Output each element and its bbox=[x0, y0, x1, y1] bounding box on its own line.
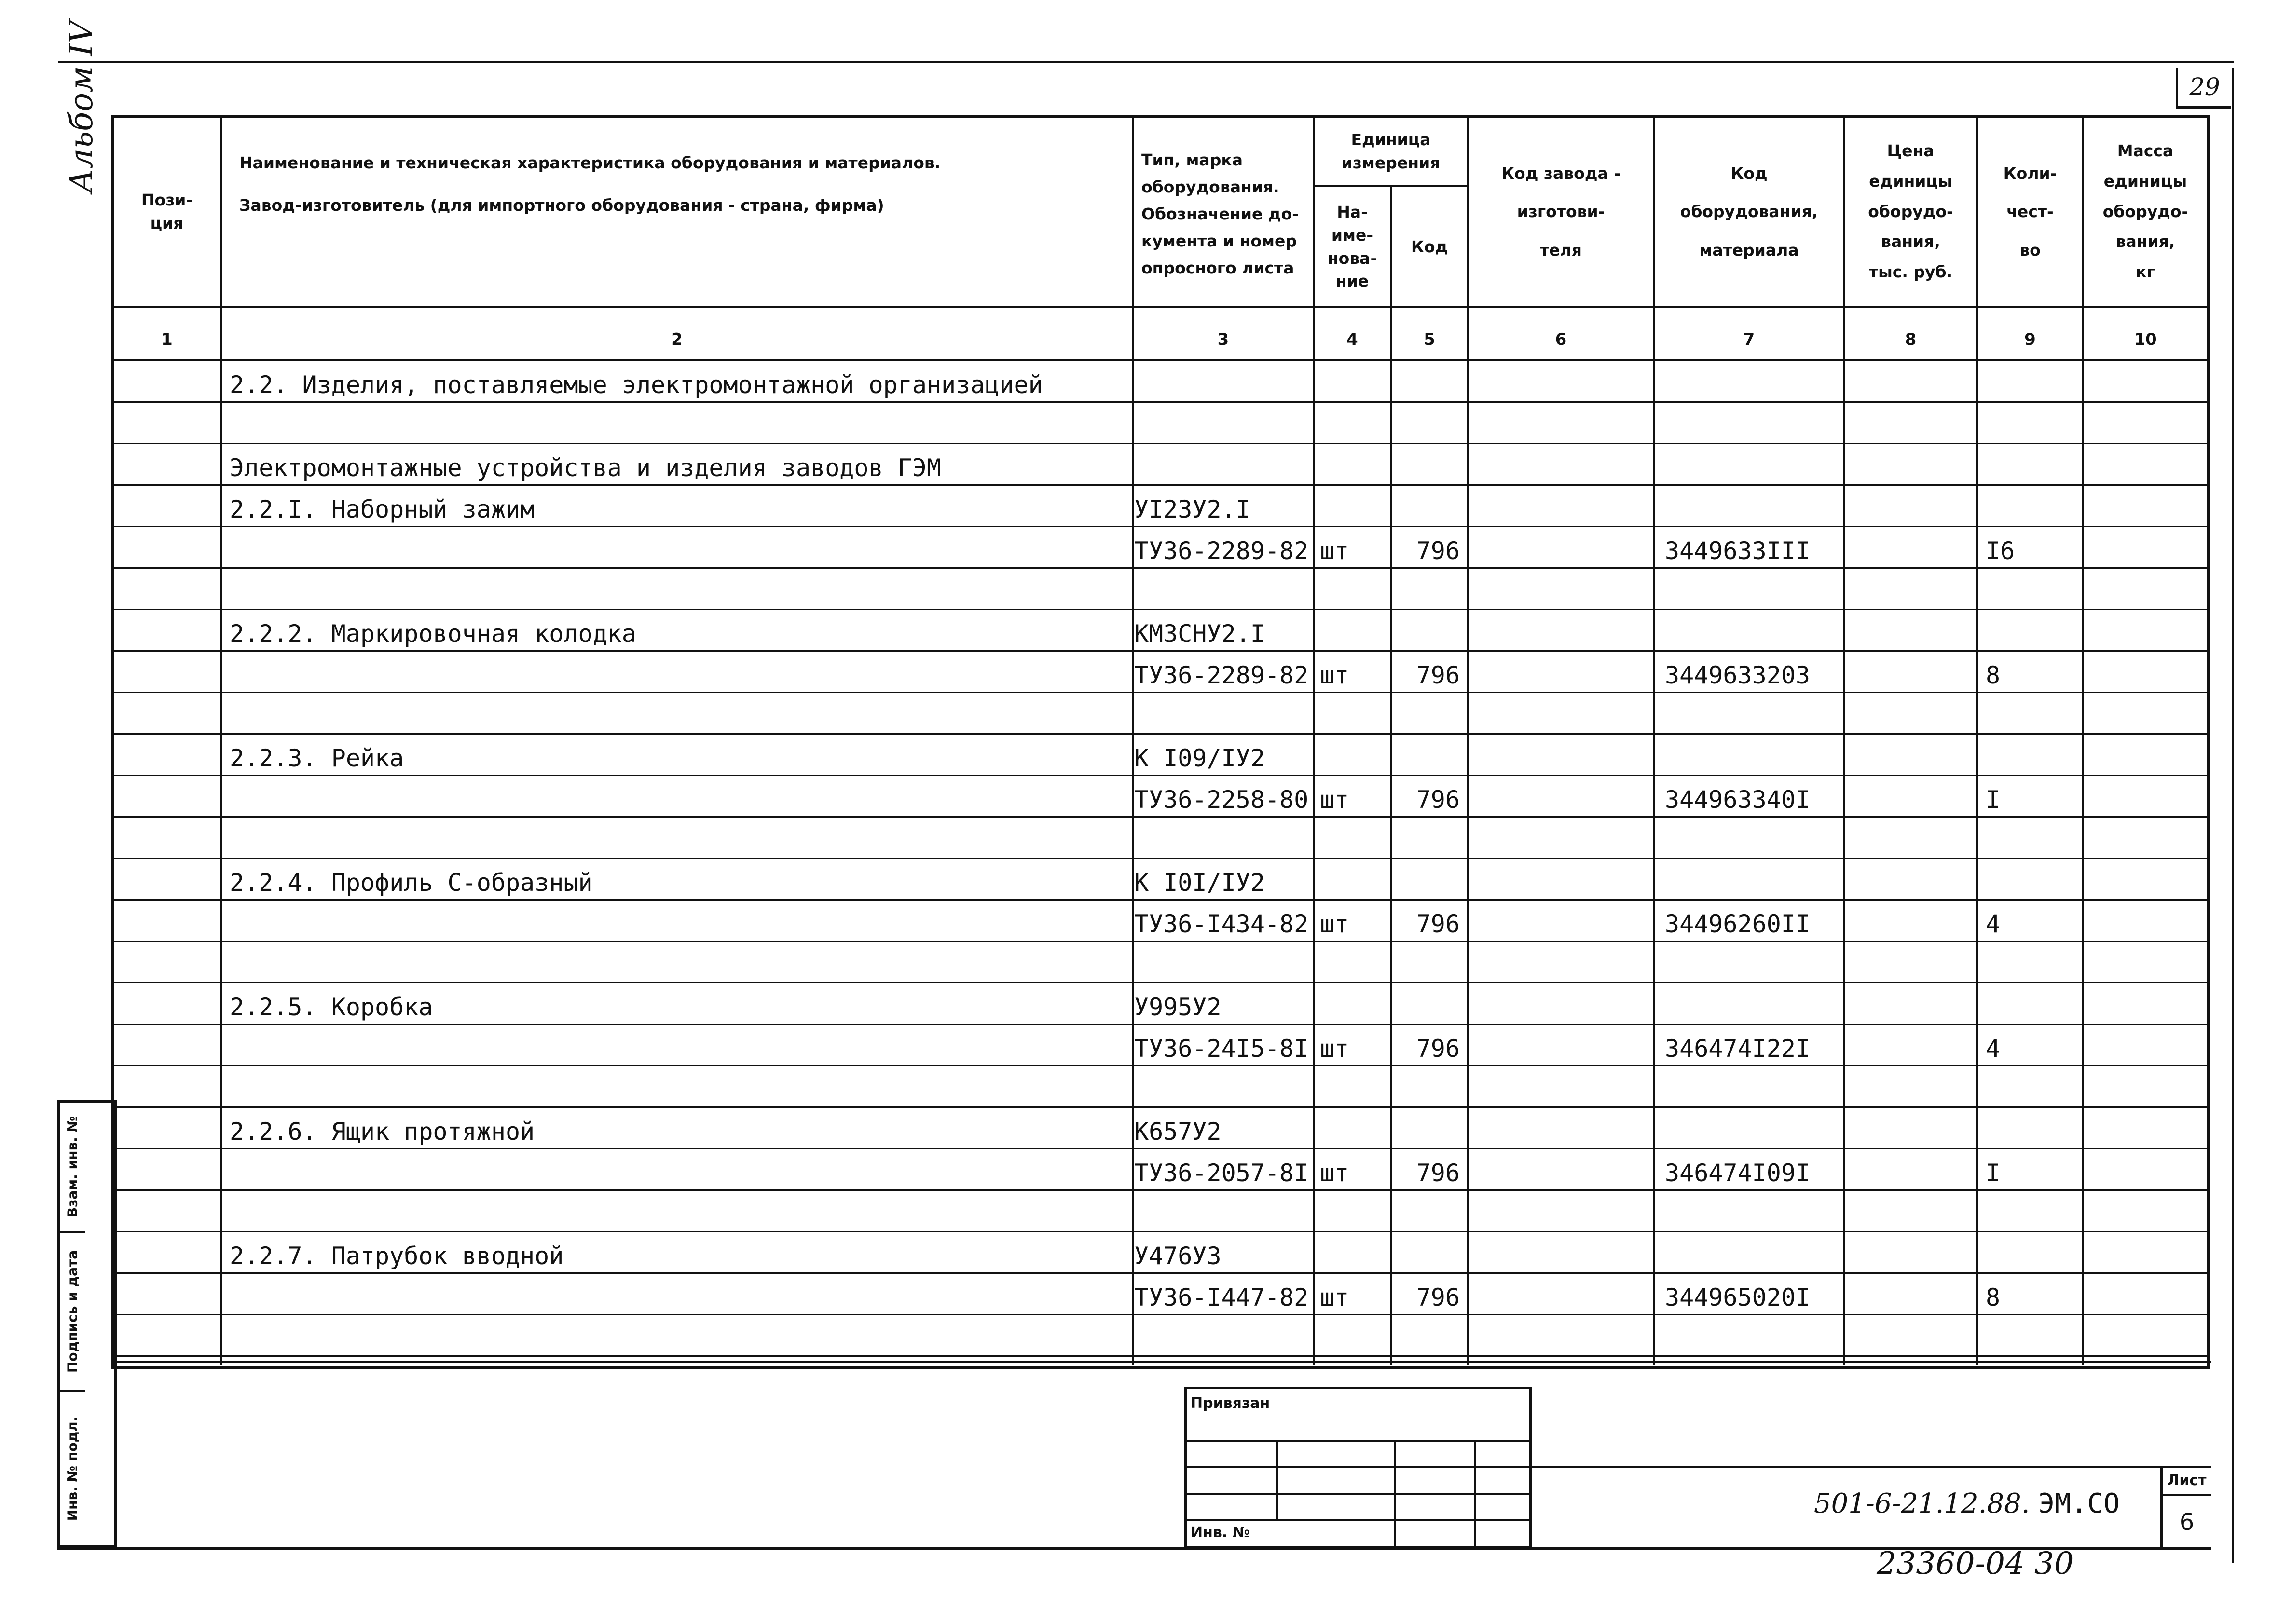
cell-equip-code: 344963340I bbox=[1665, 786, 1811, 814]
document-code bbox=[1814, 1488, 2120, 1519]
cell-type bbox=[1134, 942, 1313, 984]
cell-equip-code bbox=[1665, 859, 1843, 901]
col-number: 1 bbox=[161, 330, 173, 349]
table-row bbox=[114, 1066, 2207, 1109]
cell-equip-code: 34496260II bbox=[1665, 910, 1811, 938]
cell-name bbox=[230, 569, 1127, 611]
cell-equip-code bbox=[1665, 942, 1843, 984]
cell-name bbox=[230, 1315, 1127, 1358]
cell-name: 2.2.3. Рейка bbox=[230, 744, 404, 772]
header-position: Пози- ция bbox=[141, 191, 193, 232]
table-row bbox=[114, 1025, 2207, 1067]
cell-type bbox=[1134, 1191, 1313, 1233]
table-row bbox=[114, 1232, 2207, 1275]
cell-code bbox=[1395, 610, 1465, 653]
side-stamp bbox=[57, 1100, 117, 1548]
cell-type bbox=[1134, 361, 1313, 404]
page-number: 29 bbox=[2176, 68, 2231, 109]
table-row bbox=[114, 444, 2207, 487]
cell-equip-code bbox=[1665, 983, 1843, 1026]
col-number: 9 bbox=[2024, 330, 2036, 349]
sheet-number: 6 bbox=[2179, 1509, 2195, 1536]
cell-qty bbox=[1986, 818, 2082, 860]
cell-unit bbox=[1320, 983, 1390, 1026]
cell-name: 2.2.5. Коробка bbox=[230, 993, 433, 1021]
title-block-divider bbox=[1474, 1440, 1476, 1548]
cell-qty: 4 bbox=[1986, 1035, 2001, 1063]
cell-qty bbox=[1986, 569, 2082, 611]
archive-number: 23360-04 30 bbox=[1877, 1546, 2074, 1582]
cell-qty bbox=[1986, 403, 2082, 445]
cell-type bbox=[1134, 693, 1313, 736]
cell-name bbox=[230, 1274, 1127, 1316]
cell-equip-code: 3449633III bbox=[1665, 537, 1811, 565]
table-row bbox=[114, 901, 2207, 943]
cell-unit bbox=[1320, 1315, 1390, 1358]
table-row bbox=[114, 1274, 2207, 1316]
cell-type: ТУ36-2289-82 bbox=[1134, 537, 1309, 565]
cell-name bbox=[230, 942, 1127, 984]
cell-unit bbox=[1320, 486, 1390, 528]
cell-equip-code bbox=[1665, 569, 1843, 611]
cell-name bbox=[230, 1025, 1127, 1067]
cell-qty bbox=[1986, 983, 2082, 1026]
table-row bbox=[114, 652, 2207, 694]
side-stamp-original-inv bbox=[60, 1392, 85, 1545]
cell-qty bbox=[1986, 486, 2082, 528]
cell-name: 2.2.7. Патрубок вводной bbox=[230, 1242, 564, 1270]
table-row bbox=[114, 776, 2207, 819]
cell-code bbox=[1395, 569, 1465, 611]
header-name-line2: Завод-изготовитель (для импортного оборудования - страна, фирма) bbox=[239, 195, 884, 215]
col-number: 2 bbox=[671, 330, 683, 349]
table-row bbox=[114, 610, 2207, 653]
top-frame-line bbox=[58, 61, 2234, 63]
col-number: 10 bbox=[2134, 330, 2157, 349]
cell-type: У476У3 bbox=[1134, 1242, 1222, 1270]
cell-code: 796 bbox=[1416, 786, 1460, 814]
cell-name bbox=[230, 818, 1127, 860]
cell-code bbox=[1395, 486, 1465, 528]
cell-qty bbox=[1986, 735, 2082, 777]
specification-table bbox=[111, 115, 2210, 1369]
header-unit-group: Единица измерения bbox=[1341, 130, 1441, 172]
cell-equip-code bbox=[1665, 1066, 1843, 1109]
cell-unit bbox=[1320, 444, 1390, 487]
table-row bbox=[114, 859, 2207, 901]
cell-name bbox=[230, 527, 1127, 570]
cell-name: 2.2.6. Ящик протяжной bbox=[230, 1118, 535, 1146]
cell-name bbox=[230, 1149, 1127, 1192]
cell-name: 2.2.2. Маркировочная колодка bbox=[230, 620, 636, 648]
cell-unit bbox=[1320, 1191, 1390, 1233]
stamp-mid-line bbox=[1532, 1466, 2211, 1468]
cell-equip-code bbox=[1665, 610, 1843, 653]
cell-qty bbox=[1986, 444, 2082, 487]
cell-code: 796 bbox=[1416, 1283, 1460, 1311]
cell-code bbox=[1395, 444, 1465, 487]
unit-group-divider bbox=[1313, 185, 1467, 187]
cell-equip-code bbox=[1665, 693, 1843, 736]
header-quantity: Коли- чест- во bbox=[2003, 164, 2057, 259]
table-row bbox=[114, 1191, 2207, 1233]
cell-type bbox=[1134, 1066, 1313, 1109]
cell-name bbox=[230, 403, 1127, 445]
header-unit-price: Цена единицы оборудо- вания, тыс. руб. bbox=[1868, 141, 1953, 282]
cell-qty bbox=[1986, 859, 2082, 901]
cell-code bbox=[1395, 403, 1465, 445]
table-row bbox=[114, 569, 2207, 611]
cell-qty: 8 bbox=[1986, 1283, 2001, 1311]
cell-unit bbox=[1320, 942, 1390, 984]
cell-unit bbox=[1320, 569, 1390, 611]
document-code-number: 501-6-21.12.88. bbox=[1814, 1488, 2030, 1519]
cell-name: 2.2.I. Наборный зажим bbox=[230, 495, 535, 523]
cell-code bbox=[1395, 818, 1465, 860]
cell-equip-code bbox=[1665, 1108, 1843, 1150]
cell-type bbox=[1134, 444, 1313, 487]
cell-unit bbox=[1320, 403, 1390, 445]
cell-qty: I bbox=[1986, 1159, 2001, 1187]
cell-name: 2.2.4. Профиль С-образный bbox=[230, 869, 593, 897]
cell-unit bbox=[1320, 818, 1390, 860]
cell-type: К I0I/IУ2 bbox=[1134, 869, 1265, 897]
table-row bbox=[114, 983, 2207, 1026]
cell-type: ТУ36-I434-82 bbox=[1134, 910, 1309, 938]
cell-type: К I09/IУ2 bbox=[1134, 744, 1265, 772]
album-note: Альбом IV bbox=[63, 20, 100, 193]
cell-name bbox=[230, 1066, 1127, 1109]
cell-code bbox=[1395, 942, 1465, 984]
side-stamp-signature-date-label: Подпись и дата bbox=[64, 1250, 81, 1373]
table-row bbox=[114, 693, 2207, 736]
cell-code bbox=[1395, 859, 1465, 901]
cell-unit: шт bbox=[1320, 786, 1349, 814]
cell-unit bbox=[1320, 1108, 1390, 1150]
cell-type: ТУ36-I447-82 bbox=[1134, 1283, 1309, 1311]
header-equipment-code: Код оборудования, материала bbox=[1680, 164, 1818, 259]
cell-equip-code bbox=[1665, 486, 1843, 528]
cell-type: ТУ36-2258-80 bbox=[1134, 786, 1309, 814]
cell-qty bbox=[1986, 610, 2082, 653]
side-stamp-original-inv-label: Инв. № подл. bbox=[64, 1416, 81, 1521]
cell-type bbox=[1134, 1315, 1313, 1358]
col-number: 3 bbox=[1217, 330, 1229, 349]
cell-equip-code bbox=[1665, 1315, 1843, 1358]
title-block-line bbox=[1187, 1440, 1529, 1442]
header-plant-code: Код завода - изготови- теля bbox=[1501, 164, 1620, 259]
cell-unit bbox=[1320, 859, 1390, 901]
cell-equip-code: 346474I22I bbox=[1665, 1035, 1811, 1063]
document-code-suffix: ЭМ.СО bbox=[2038, 1488, 2120, 1519]
cell-code: 796 bbox=[1416, 1159, 1460, 1187]
cell-unit bbox=[1320, 361, 1390, 404]
cell-name bbox=[230, 1191, 1127, 1233]
cell-name bbox=[230, 776, 1127, 819]
cell-qty bbox=[1986, 1108, 2082, 1150]
cell-equip-code bbox=[1665, 444, 1843, 487]
title-block bbox=[1184, 1387, 1532, 1548]
col-number: 5 bbox=[1424, 330, 1435, 349]
col-number: 4 bbox=[1346, 330, 1358, 349]
col-number: 8 bbox=[1905, 330, 1917, 349]
cell-qty bbox=[1986, 942, 2082, 984]
cell-code bbox=[1395, 1315, 1465, 1358]
cell-qty bbox=[1986, 693, 2082, 736]
table-row bbox=[114, 735, 2207, 777]
cell-type: ТУ36-24I5-8I bbox=[1134, 1035, 1309, 1063]
cell-equip-code bbox=[1665, 403, 1843, 445]
header-unit-name: На- име- нова- ние bbox=[1327, 202, 1377, 291]
cell-qty bbox=[1986, 1315, 2082, 1358]
title-block-line bbox=[1187, 1493, 1529, 1495]
right-frame-line bbox=[2232, 68, 2234, 1563]
cell-code bbox=[1395, 1232, 1465, 1275]
table-row bbox=[114, 1108, 2207, 1150]
table-row bbox=[114, 1149, 2207, 1192]
cell-equip-code bbox=[1665, 818, 1843, 860]
cell-qty: 8 bbox=[1986, 661, 2001, 689]
table-row bbox=[114, 942, 2207, 984]
cell-code bbox=[1395, 1066, 1465, 1109]
cell-equip-code: 344965020I bbox=[1665, 1283, 1811, 1311]
cell-unit: шт bbox=[1320, 661, 1349, 689]
table-row bbox=[114, 486, 2207, 528]
cell-type: ТУ36-2289-82 bbox=[1134, 661, 1309, 689]
header-type: Тип, марка оборудования. Обозначение до- кумента и номер опросного листа bbox=[1141, 150, 1299, 278]
cell-code bbox=[1395, 983, 1465, 1026]
cell-code: 796 bbox=[1416, 661, 1460, 689]
cell-unit: шт bbox=[1320, 1283, 1349, 1311]
cell-equip-code bbox=[1665, 1232, 1843, 1275]
table-row bbox=[114, 1315, 2207, 1358]
cell-name: 2.2. Изделия, поставляемые электромонтажной организацией bbox=[230, 371, 1043, 399]
cell-unit bbox=[1320, 610, 1390, 653]
side-stamp-replacement-inv bbox=[60, 1103, 85, 1233]
cell-name bbox=[230, 693, 1127, 736]
cell-equip-code: 346474I09I bbox=[1665, 1159, 1811, 1187]
cell-qty bbox=[1986, 1232, 2082, 1275]
cell-name bbox=[230, 652, 1127, 694]
cell-equip-code bbox=[1665, 361, 1843, 404]
cell-unit: шт bbox=[1320, 910, 1349, 938]
cell-unit: шт bbox=[1320, 1159, 1349, 1187]
cell-qty bbox=[1986, 1066, 2082, 1109]
title-block-line bbox=[1187, 1519, 1529, 1521]
cell-code bbox=[1395, 735, 1465, 777]
cell-type bbox=[1134, 569, 1313, 611]
table-row bbox=[114, 818, 2207, 860]
cell-code bbox=[1395, 361, 1465, 404]
sheet-label: Лист bbox=[2163, 1466, 2211, 1496]
cell-code: 796 bbox=[1416, 537, 1460, 565]
table-row bbox=[114, 527, 2207, 570]
cell-code: 796 bbox=[1416, 1035, 1460, 1063]
cell-type: КМ3СНУ2.I bbox=[1134, 620, 1265, 648]
cell-qty: 4 bbox=[1986, 910, 2001, 938]
cell-type bbox=[1134, 818, 1313, 860]
col-number: 6 bbox=[1555, 330, 1567, 349]
header-bottom-line bbox=[114, 306, 2207, 308]
cell-type: ТУ36-2057-8I bbox=[1134, 1159, 1309, 1187]
cell-qty: I bbox=[1986, 786, 2001, 814]
cell-unit bbox=[1320, 1066, 1390, 1109]
col-number: 7 bbox=[1743, 330, 1755, 349]
inv-label: Инв. № bbox=[1191, 1524, 1250, 1541]
cell-name: Электромонтажные устройства и изделия заводов ГЭМ bbox=[230, 454, 942, 482]
header-mass: Масса единицы оборудо- вания, кг bbox=[2102, 141, 2188, 282]
cell-qty bbox=[1986, 1191, 2082, 1233]
cell-qty bbox=[1986, 361, 2082, 404]
cell-code bbox=[1395, 1108, 1465, 1150]
stamp-top-line bbox=[117, 1361, 2211, 1363]
header-name-line1: Наименование и техническая характеристика оборудования и материалов. bbox=[239, 153, 941, 172]
cell-equip-code bbox=[1665, 735, 1843, 777]
sheet-box bbox=[2160, 1466, 2211, 1548]
linked-label: Привязан bbox=[1191, 1395, 1270, 1412]
side-stamp-replacement-inv-label: Взам. инв. № bbox=[64, 1116, 81, 1218]
cell-type: К657У2 bbox=[1134, 1118, 1222, 1146]
cell-unit bbox=[1320, 735, 1390, 777]
header-unit-code: Код bbox=[1411, 237, 1448, 256]
cell-equip-code bbox=[1665, 1191, 1843, 1233]
cell-type bbox=[1134, 403, 1313, 445]
cell-type: УI23У2.I bbox=[1134, 495, 1250, 523]
table-row bbox=[114, 361, 2207, 404]
side-stamp-signature-date bbox=[60, 1233, 85, 1392]
title-block-line bbox=[1187, 1466, 1529, 1468]
cell-unit bbox=[1320, 1232, 1390, 1275]
title-block-divider bbox=[1394, 1440, 1396, 1548]
cell-code: 796 bbox=[1416, 910, 1460, 938]
cell-name bbox=[230, 901, 1127, 943]
cell-qty: I6 bbox=[1986, 537, 2015, 565]
cell-unit bbox=[1320, 693, 1390, 736]
cell-type: У995У2 bbox=[1134, 993, 1222, 1021]
cell-code bbox=[1395, 693, 1465, 736]
cell-code bbox=[1395, 1191, 1465, 1233]
header-name bbox=[239, 151, 1117, 248]
cell-unit: шт bbox=[1320, 537, 1349, 565]
cell-equip-code: 3449633203 bbox=[1665, 661, 1811, 689]
table-row bbox=[114, 403, 2207, 445]
cell-unit: шт bbox=[1320, 1035, 1349, 1063]
title-block-divider bbox=[1276, 1440, 1278, 1519]
